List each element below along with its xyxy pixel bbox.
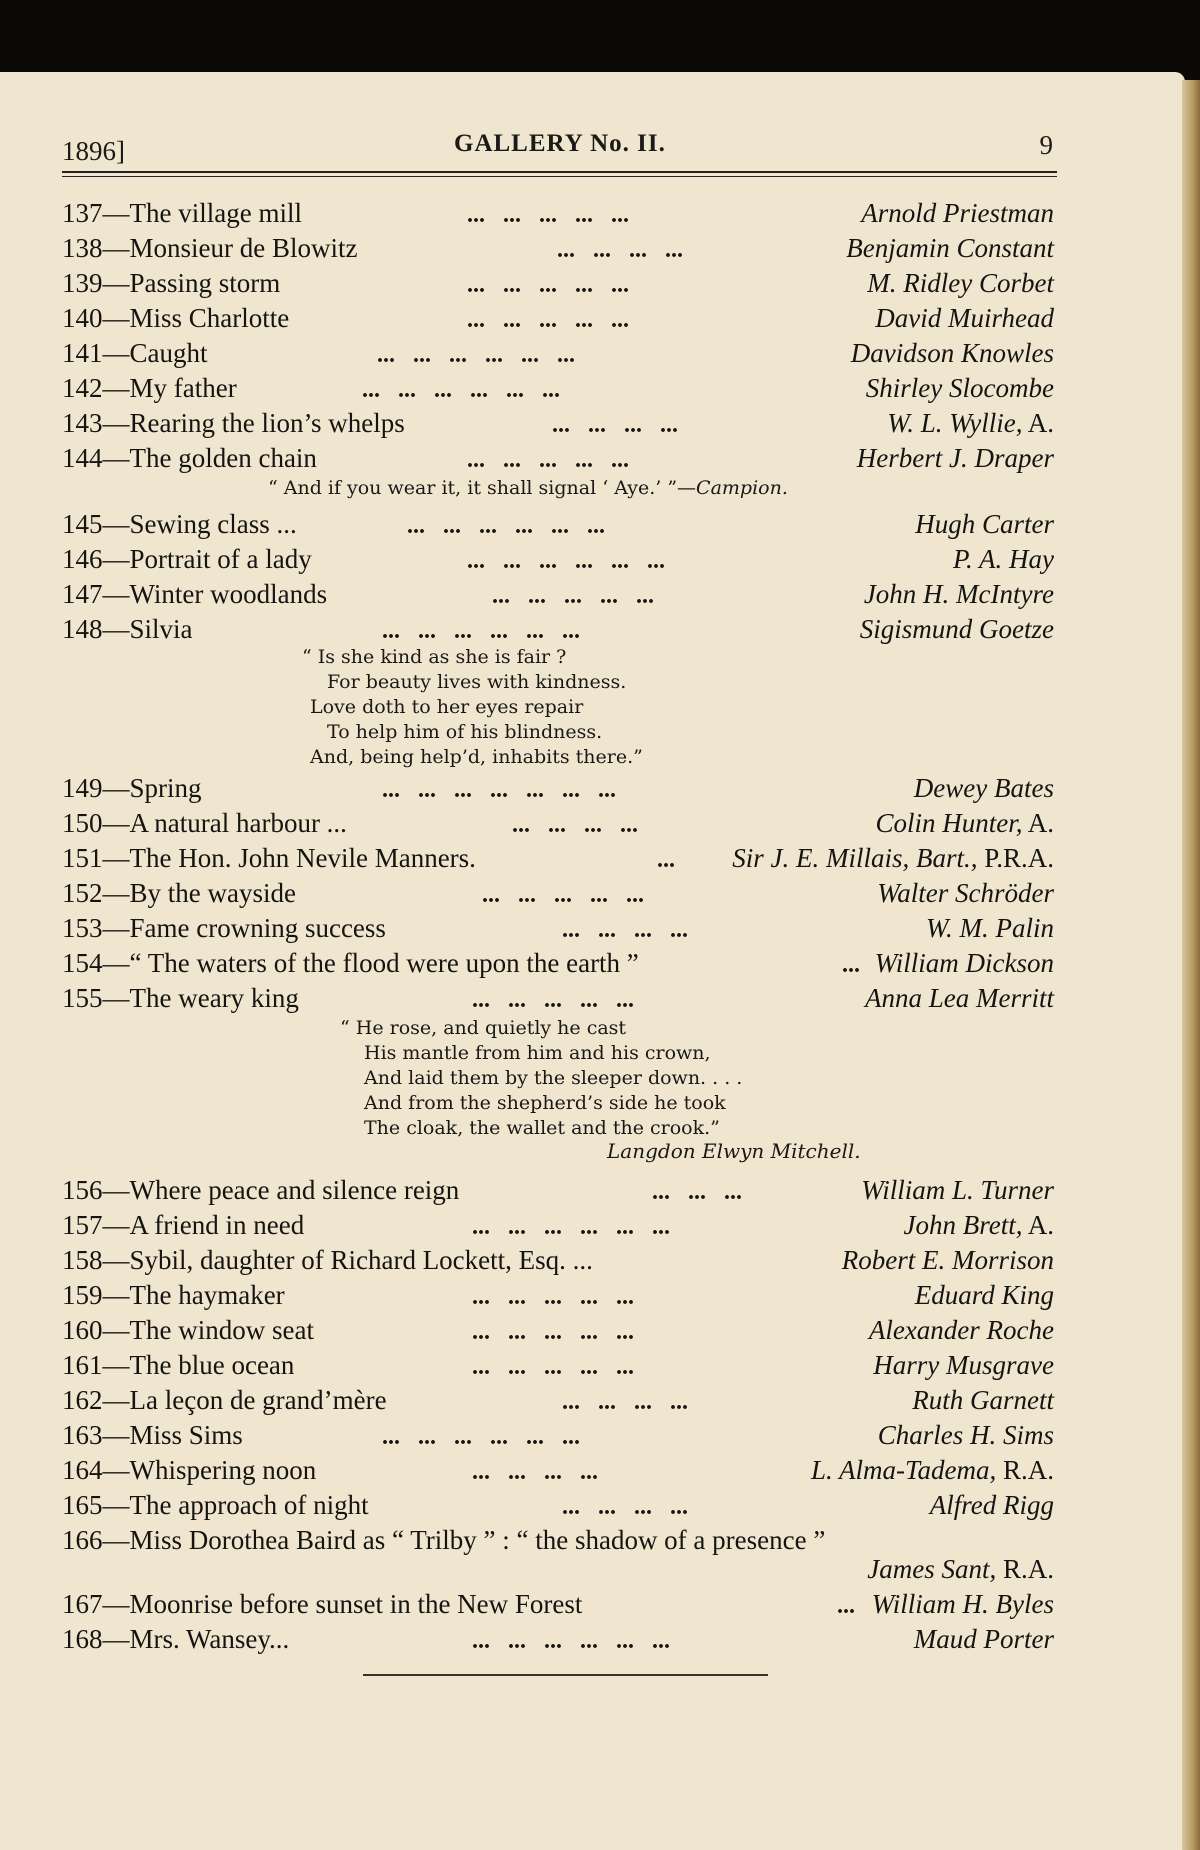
dot-leader: ... ... ... ... ... bbox=[482, 882, 644, 908]
quote-line: Love doth to her eyes repair bbox=[310, 696, 584, 718]
entry-title: 153—Fame crowning success bbox=[62, 913, 386, 943]
entry-artist bbox=[912, 1385, 1054, 1416]
artist-name: Eduard King bbox=[914, 1280, 1054, 1310]
dot-leader: ... ... ... ... ... bbox=[472, 1319, 634, 1345]
dot-leader: ... ... ... ... ... bbox=[472, 987, 634, 1013]
entry-title: 149—Spring bbox=[62, 773, 202, 803]
entry-title: 137—The village mill bbox=[62, 198, 302, 228]
artist-name: Maud Porter bbox=[913, 1624, 1054, 1654]
quote-line: “ Is she kind as she is fair ? bbox=[302, 646, 567, 668]
entry-artist bbox=[851, 338, 1054, 369]
dot-leader: ... ... ... ... ... bbox=[472, 1354, 634, 1380]
artist-suffix: A. bbox=[1022, 1210, 1054, 1240]
catalogue-entry bbox=[62, 1347, 1054, 1381]
artist-name: Arnold Priestman bbox=[861, 198, 1054, 228]
catalogue-entry bbox=[62, 1382, 1054, 1416]
artist-name: Robert E. Morrison bbox=[841, 1245, 1054, 1275]
quote-line: The cloak, the wallet and the crook.” bbox=[364, 1117, 720, 1139]
quote-line: And, being help’d, inhabits there.” bbox=[310, 746, 643, 768]
catalogue-entry bbox=[62, 1621, 1054, 1655]
artist-name: Alexander Roche bbox=[868, 1315, 1054, 1345]
catalogue-entry bbox=[62, 1242, 1054, 1276]
entry-artist bbox=[878, 1420, 1054, 1451]
entry-artist bbox=[926, 913, 1054, 944]
artist-name: W. M. Palin bbox=[926, 913, 1054, 943]
entry-artist bbox=[864, 579, 1054, 610]
quote-line: His mantle from him and his crown, bbox=[364, 1042, 711, 1064]
catalogue-entry bbox=[62, 300, 1054, 334]
entry-title: 166—Miss Dorothea Baird as “ Trilby ” : “ the shadow of a presence ” bbox=[62, 1525, 826, 1555]
quote-line: And laid them by the sleeper down. . . . bbox=[364, 1067, 743, 1089]
artist-name: William L. Turner bbox=[861, 1175, 1054, 1205]
artist-name: Sir J. E. Millais, Bart., bbox=[732, 843, 978, 873]
artist-suffix: R.A. bbox=[996, 1455, 1054, 1485]
entry-title: 162—La leçon de grand’mère bbox=[62, 1385, 387, 1415]
artist-name: William Dickson bbox=[874, 948, 1054, 978]
catalogue-entry bbox=[62, 875, 1054, 909]
entry-title: 158—Sybil, daughter of Richard Lockett, Esq. ... bbox=[62, 1245, 593, 1275]
artist-name: Harry Musgrave bbox=[873, 1350, 1054, 1380]
header-rule-thin bbox=[62, 176, 1057, 177]
catalogue-entry bbox=[62, 541, 1054, 575]
dot-leader: ... ... ... ... ... bbox=[467, 272, 629, 298]
dot-leader: ... ... ... ... ... ... bbox=[472, 1214, 670, 1240]
quote-line: To help him of his blindness. bbox=[327, 721, 603, 743]
quote-line: And from the shepherd’s side he took bbox=[364, 1092, 726, 1114]
artist-suffix: A. bbox=[1022, 808, 1054, 838]
dot-leader: ... ... ... ... ... ... bbox=[362, 377, 560, 403]
catalogue-entry bbox=[62, 840, 1054, 874]
entry-title: 160—The window seat bbox=[62, 1315, 314, 1345]
entry-artist bbox=[869, 1315, 1054, 1346]
entry-artist bbox=[915, 1280, 1054, 1311]
quote-author: Campion. bbox=[696, 477, 788, 499]
entry-artist bbox=[857, 443, 1054, 474]
artist-name: Ruth Garnett bbox=[912, 1385, 1054, 1415]
entry-artist bbox=[867, 268, 1054, 299]
catalogue-entry bbox=[62, 1487, 1054, 1521]
artist-suffix: R.A. bbox=[996, 1554, 1054, 1584]
entry-artist bbox=[915, 509, 1054, 540]
entry-artist bbox=[875, 948, 1054, 979]
entry-artist bbox=[904, 1210, 1054, 1241]
header-year: 1896] bbox=[62, 136, 125, 166]
entry-artist bbox=[953, 544, 1054, 575]
catalogue-entry bbox=[62, 980, 1054, 1014]
entry-title: 167—Moonrise before sunset in the New Forest bbox=[62, 1589, 583, 1619]
entry-title: 154—“ The waters of the flood were upon the earth ” bbox=[62, 948, 639, 978]
artist-name: Sigismund Goetze bbox=[859, 614, 1054, 644]
entry-artist bbox=[877, 878, 1054, 909]
catalogue-entry bbox=[62, 506, 1054, 540]
entry-artist bbox=[875, 303, 1054, 334]
dot-leader: ... bbox=[842, 952, 860, 978]
entry-title: 163—Miss Sims bbox=[62, 1420, 243, 1450]
dot-leader: ... ... ... ... ... bbox=[472, 1284, 634, 1310]
entry-title: 140—Miss Charlotte bbox=[62, 303, 290, 333]
page-edge bbox=[1182, 80, 1200, 1850]
entry-title: 161—The blue ocean bbox=[62, 1350, 295, 1380]
entry-title: 147—Winter woodlands bbox=[62, 579, 328, 609]
quote-author: Langdon Elwyn Mitchell. bbox=[607, 1139, 861, 1163]
artist-name: M. Ridley Corbet bbox=[867, 268, 1054, 298]
artist-name: William H. Byles bbox=[871, 1589, 1054, 1619]
entry-title: 168—Mrs. Wansey... bbox=[62, 1624, 290, 1654]
entry-title: 145—Sewing class ... bbox=[62, 509, 297, 539]
entry-title: 164—Whispering noon bbox=[62, 1455, 317, 1485]
dot-leader: ... bbox=[837, 1593, 855, 1619]
dot-leader: ... ... ... ... ... ... bbox=[407, 513, 605, 539]
entry-artist bbox=[861, 198, 1054, 229]
entry-artist bbox=[861, 1175, 1054, 1206]
artist-name: P. A. Hay bbox=[953, 544, 1054, 574]
entry-artist bbox=[732, 843, 1054, 874]
artist-name: David Muirhead bbox=[875, 303, 1054, 333]
dot-leader: ... ... ... ... bbox=[562, 917, 688, 943]
quote-line: For beauty lives with kindness. bbox=[327, 671, 627, 693]
dot-leader: ... bbox=[657, 847, 675, 873]
entry-title: 152—By the wayside bbox=[62, 878, 296, 908]
running-header bbox=[62, 128, 1057, 168]
entry-artist bbox=[867, 1554, 1054, 1585]
artist-name: James Sant, bbox=[867, 1554, 997, 1584]
entry-artist bbox=[872, 1589, 1054, 1620]
entry-artist bbox=[873, 1350, 1054, 1381]
dot-leader: ... ... ... ... ... ... bbox=[382, 1424, 580, 1450]
dot-leader: ... ... ... ... ... bbox=[467, 447, 629, 473]
artist-name: Walter Schröder bbox=[877, 878, 1054, 908]
catalogue-entry bbox=[62, 1586, 1054, 1620]
dot-leader: ... ... ... ... bbox=[472, 1459, 598, 1485]
quote-silvia bbox=[302, 645, 643, 770]
dot-leader: ... ... ... ... ... bbox=[492, 583, 654, 609]
entry-artist bbox=[811, 1455, 1054, 1486]
catalogue-entry bbox=[62, 405, 1054, 439]
dot-leader: ... ... ... ... ... bbox=[467, 307, 629, 333]
catalogue-entry bbox=[62, 440, 1054, 474]
artist-name: Davidson Knowles bbox=[850, 338, 1054, 368]
dot-leader: ... ... ... bbox=[652, 1179, 742, 1205]
entry-title: 146—Portrait of a lady bbox=[62, 544, 312, 574]
catalogue-entry bbox=[62, 770, 1054, 804]
catalogue-entry bbox=[62, 1172, 1054, 1206]
catalogue-entry bbox=[62, 1207, 1054, 1241]
entry-title: 150—A natural harbour ... bbox=[62, 808, 347, 838]
artist-name: Dewey Bates bbox=[913, 773, 1054, 803]
entry-artist bbox=[842, 1245, 1054, 1276]
entry-artist bbox=[860, 614, 1054, 645]
dot-leader: ... ... ... ... ... ... bbox=[467, 548, 665, 574]
entry-title: 155—The weary king bbox=[62, 983, 299, 1013]
catalogue-entry bbox=[62, 370, 1054, 404]
artist-name: Benjamin Constant bbox=[846, 233, 1054, 263]
dot-leader: ... ... ... ... ... ... bbox=[472, 1628, 670, 1654]
entry-title: 141—Caught bbox=[62, 338, 208, 368]
artist-name: John H. McIntyre bbox=[863, 579, 1054, 609]
catalogue-entry bbox=[62, 910, 1054, 944]
entry-title: 159—The haymaker bbox=[62, 1280, 285, 1310]
dot-leader: ... ... ... ... ... ... bbox=[382, 618, 580, 644]
entry-artist bbox=[914, 773, 1054, 804]
entry-artist bbox=[887, 408, 1054, 439]
entry-title: 138—Monsieur de Blowitz bbox=[62, 233, 358, 263]
entry-artist bbox=[875, 808, 1054, 839]
header-gallery-title: GALLERY No. II. bbox=[454, 130, 666, 157]
entry-title: 157—A friend in need bbox=[62, 1210, 305, 1240]
dot-leader: ... ... ... ... bbox=[562, 1494, 688, 1520]
entry-artist bbox=[914, 1624, 1054, 1655]
catalogue-entry bbox=[62, 576, 1054, 610]
dot-leader: ... ... ... ... bbox=[562, 1389, 688, 1415]
entry-title: 165—The approach of night bbox=[62, 1490, 369, 1520]
entry-artist bbox=[930, 1490, 1054, 1521]
artist-name: Charles H. Sims bbox=[877, 1420, 1054, 1450]
header-page-number: 9 bbox=[1039, 130, 1053, 160]
entry-title: 142—My father bbox=[62, 373, 237, 403]
catalogue-entry bbox=[62, 1551, 1054, 1585]
quote-line: “ He rose, and quietly he cast bbox=[340, 1017, 627, 1039]
artist-name: Hugh Carter bbox=[915, 509, 1054, 539]
catalogue-entry bbox=[62, 335, 1054, 369]
artist-name: John Brett, bbox=[903, 1210, 1023, 1240]
catalogue-entry bbox=[62, 230, 1054, 264]
catalogue-entry bbox=[62, 1312, 1054, 1346]
catalogue-entry bbox=[62, 611, 1054, 645]
dot-leader: ... ... ... ... bbox=[552, 412, 678, 438]
artist-name: Herbert J. Draper bbox=[856, 443, 1054, 473]
dot-leader: ... ... ... ... bbox=[512, 812, 638, 838]
artist-suffix: A. bbox=[1022, 408, 1054, 438]
artist-name: Colin Hunter, bbox=[875, 808, 1023, 838]
entry-title: 143—Rearing the lion’s whelps bbox=[62, 408, 405, 438]
entry-title: 156—Where peace and silence reign bbox=[62, 1175, 460, 1205]
dot-leader: ... ... ... ... ... ... ... bbox=[382, 777, 616, 803]
catalogue-entry bbox=[62, 945, 1054, 979]
dot-leader: ... ... ... ... ... ... bbox=[377, 342, 575, 368]
catalogue-entry bbox=[62, 195, 1054, 229]
entry-title: 144—The golden chain bbox=[62, 443, 317, 473]
catalogue-entry bbox=[62, 1417, 1054, 1451]
artist-name: W. L. Wyllie, bbox=[887, 408, 1023, 438]
entry-title: 148—Silvia bbox=[62, 614, 193, 644]
quote-golden-chain: “ And if you wear it, it shall signal ‘ Aye.’ ”—Campion. bbox=[268, 477, 788, 499]
entry-artist bbox=[866, 373, 1054, 404]
artist-suffix: P.R.A. bbox=[977, 843, 1054, 873]
catalogue-entry bbox=[62, 1452, 1054, 1486]
quote-weary-king bbox=[340, 1016, 742, 1141]
entry-artist bbox=[865, 983, 1054, 1014]
dot-leader: ... ... ... ... bbox=[557, 237, 683, 263]
entry-title: 151—The Hon. John Nevile Manners. bbox=[62, 843, 476, 873]
entry-title: 139—Passing storm bbox=[62, 268, 281, 298]
entry-artist bbox=[846, 233, 1054, 264]
dot-leader: ... ... ... ... ... bbox=[467, 202, 629, 228]
catalogue-entry bbox=[62, 1277, 1054, 1311]
header-rule bbox=[62, 171, 1057, 173]
artist-name: Anna Lea Merritt bbox=[865, 983, 1054, 1013]
catalogue-entry bbox=[62, 265, 1054, 299]
artist-name: Alfred Rigg bbox=[929, 1490, 1054, 1520]
artist-name: Shirley Slocombe bbox=[865, 373, 1054, 403]
footer-rule bbox=[363, 1674, 768, 1676]
catalogue-entry bbox=[62, 805, 1054, 839]
artist-name: L. Alma-Tadema, bbox=[810, 1455, 997, 1485]
